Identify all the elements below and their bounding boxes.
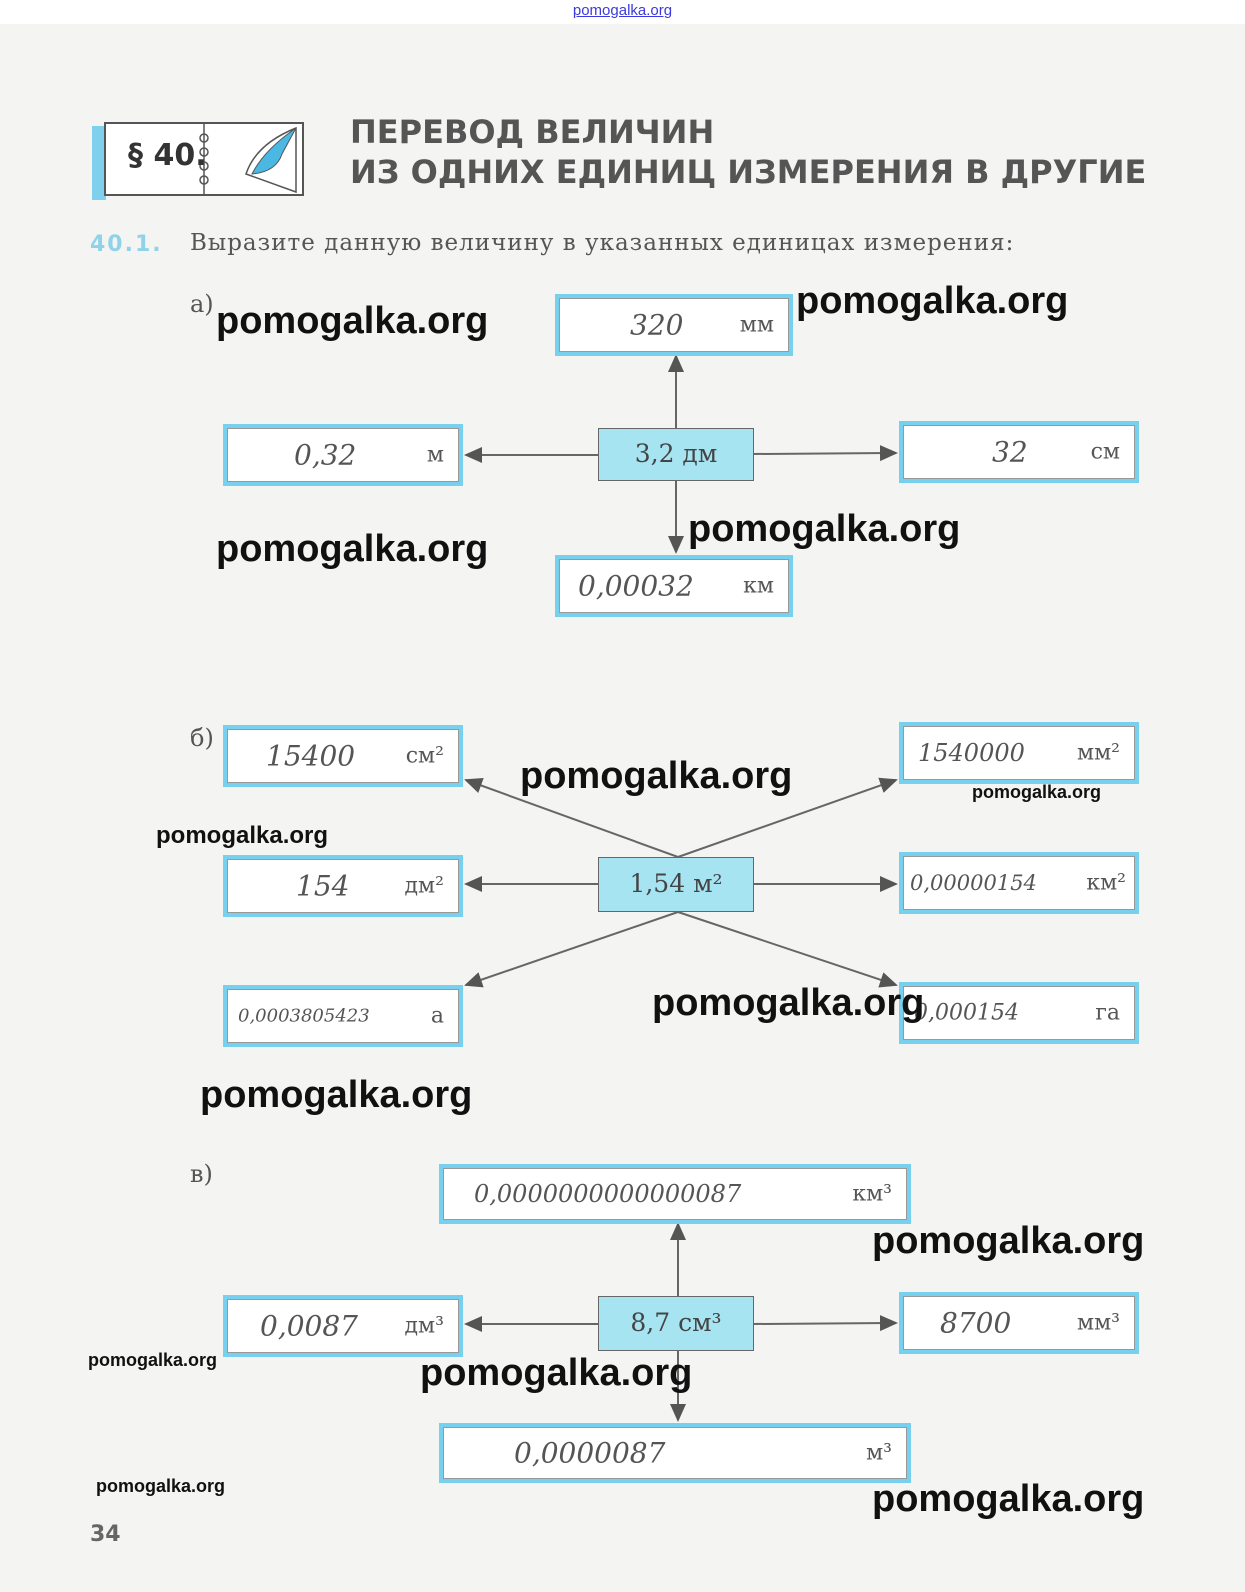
- site-header-link[interactable]: pomogalka.org: [572, 2, 673, 19]
- answer-box-m3: [439, 1423, 911, 1483]
- answer-value: 0,00000154: [910, 871, 1037, 895]
- task-text: Выразите данную величину в указанных единицах измерения:: [190, 230, 1015, 256]
- answer-box-mm2: [899, 722, 1139, 784]
- answer-unit: мм³: [1076, 1310, 1120, 1336]
- section-badge-notebook: [104, 122, 304, 196]
- answer-unit: а: [430, 1003, 444, 1029]
- watermark: pomogalka.org: [652, 982, 925, 1024]
- watermark: pomogalka.org: [972, 782, 1102, 802]
- answer-value: 15400: [266, 739, 356, 773]
- part-b-label: б): [190, 724, 214, 752]
- arrow-b-downright: [678, 912, 896, 985]
- answer-value: 8700: [940, 1306, 1012, 1340]
- answer-unit: га: [1095, 1000, 1120, 1026]
- answer-box-dm3: [223, 1295, 463, 1357]
- answer-unit: мм: [739, 312, 774, 338]
- task-number: 40.1.: [90, 232, 163, 257]
- answer-unit: мм²: [1076, 740, 1120, 766]
- answer-unit: см: [1090, 439, 1120, 465]
- answer-box-m: [223, 424, 463, 486]
- answer-box-are: [223, 985, 463, 1047]
- answer-value: 0,0087: [260, 1309, 358, 1343]
- answer-unit: м: [426, 442, 444, 468]
- part-a-label: а): [190, 290, 214, 318]
- answer-box-km: [555, 555, 793, 617]
- section-title-line1: ПЕРЕВОД ВЕЛИЧИН: [350, 113, 715, 151]
- section-title: [350, 112, 1146, 192]
- answer-box-km2: [899, 852, 1139, 914]
- given-value-c: 8,7 см³: [598, 1296, 754, 1351]
- answer-unit: дм³: [404, 1313, 444, 1339]
- arrow-c-right: [754, 1323, 896, 1324]
- watermark: pomogalka.org: [872, 1220, 1145, 1262]
- answer-box-km3: [439, 1164, 911, 1224]
- section-title-line2: ИЗ ОДНИХ ЕДИНИЦ ИЗМЕРЕНИЯ В ДРУГИЕ: [350, 153, 1147, 191]
- answer-value: 0,0000087: [514, 1436, 666, 1470]
- watermark: pomogalka.org: [688, 508, 961, 550]
- answer-value: 1540000: [918, 739, 1025, 767]
- answer-box-mm: [555, 294, 793, 356]
- watermark: pomogalka.org: [88, 1350, 218, 1370]
- answer-value: 0,000154: [914, 1000, 1019, 1026]
- watermark: pomogalka.org: [156, 822, 329, 849]
- given-value-a: 3,2 дм: [598, 428, 754, 481]
- answer-box-cm: [899, 421, 1139, 483]
- answer-value: 320: [630, 308, 684, 342]
- watermark: pomogalka.org: [796, 280, 1069, 322]
- answer-box-hectare: [899, 982, 1139, 1044]
- arrow-a-right: [754, 453, 896, 454]
- answer-unit: см²: [405, 743, 444, 769]
- watermark: pomogalka.org: [520, 755, 793, 797]
- watermark: pomogalka.org: [200, 1074, 473, 1116]
- answer-box-cm2: [223, 725, 463, 787]
- answer-value: 154: [296, 869, 350, 903]
- answer-unit: км³: [852, 1181, 892, 1207]
- arrow-b-downleft: [466, 912, 678, 985]
- watermark: pomogalka.org: [216, 528, 489, 570]
- given-value-b: 1,54 м²: [598, 857, 754, 912]
- answer-value: 32: [992, 435, 1028, 469]
- answer-unit: км²: [1086, 870, 1126, 896]
- answer-value: 0,32: [294, 438, 357, 472]
- part-c-label: в): [190, 1160, 213, 1188]
- watermark: pomogalka.org: [216, 300, 489, 342]
- section-number: § 40.: [128, 138, 207, 173]
- answer-unit: дм²: [404, 873, 444, 899]
- answer-unit: км: [743, 573, 774, 599]
- answer-box-mm3: [899, 1292, 1139, 1354]
- watermark: pomogalka.org: [96, 1476, 226, 1496]
- answer-value: 0,0000000000000087: [474, 1180, 742, 1208]
- watermark: pomogalka.org: [420, 1352, 693, 1394]
- page-number: 34: [90, 1522, 121, 1547]
- answer-unit: м³: [866, 1440, 892, 1466]
- watermark: pomogalka.org: [872, 1478, 1145, 1520]
- section-badge: [92, 122, 304, 200]
- answer-box-dm2: [223, 855, 463, 917]
- answer-value: 0,00032: [578, 569, 694, 603]
- answer-value: 0,0003805423: [238, 1005, 370, 1027]
